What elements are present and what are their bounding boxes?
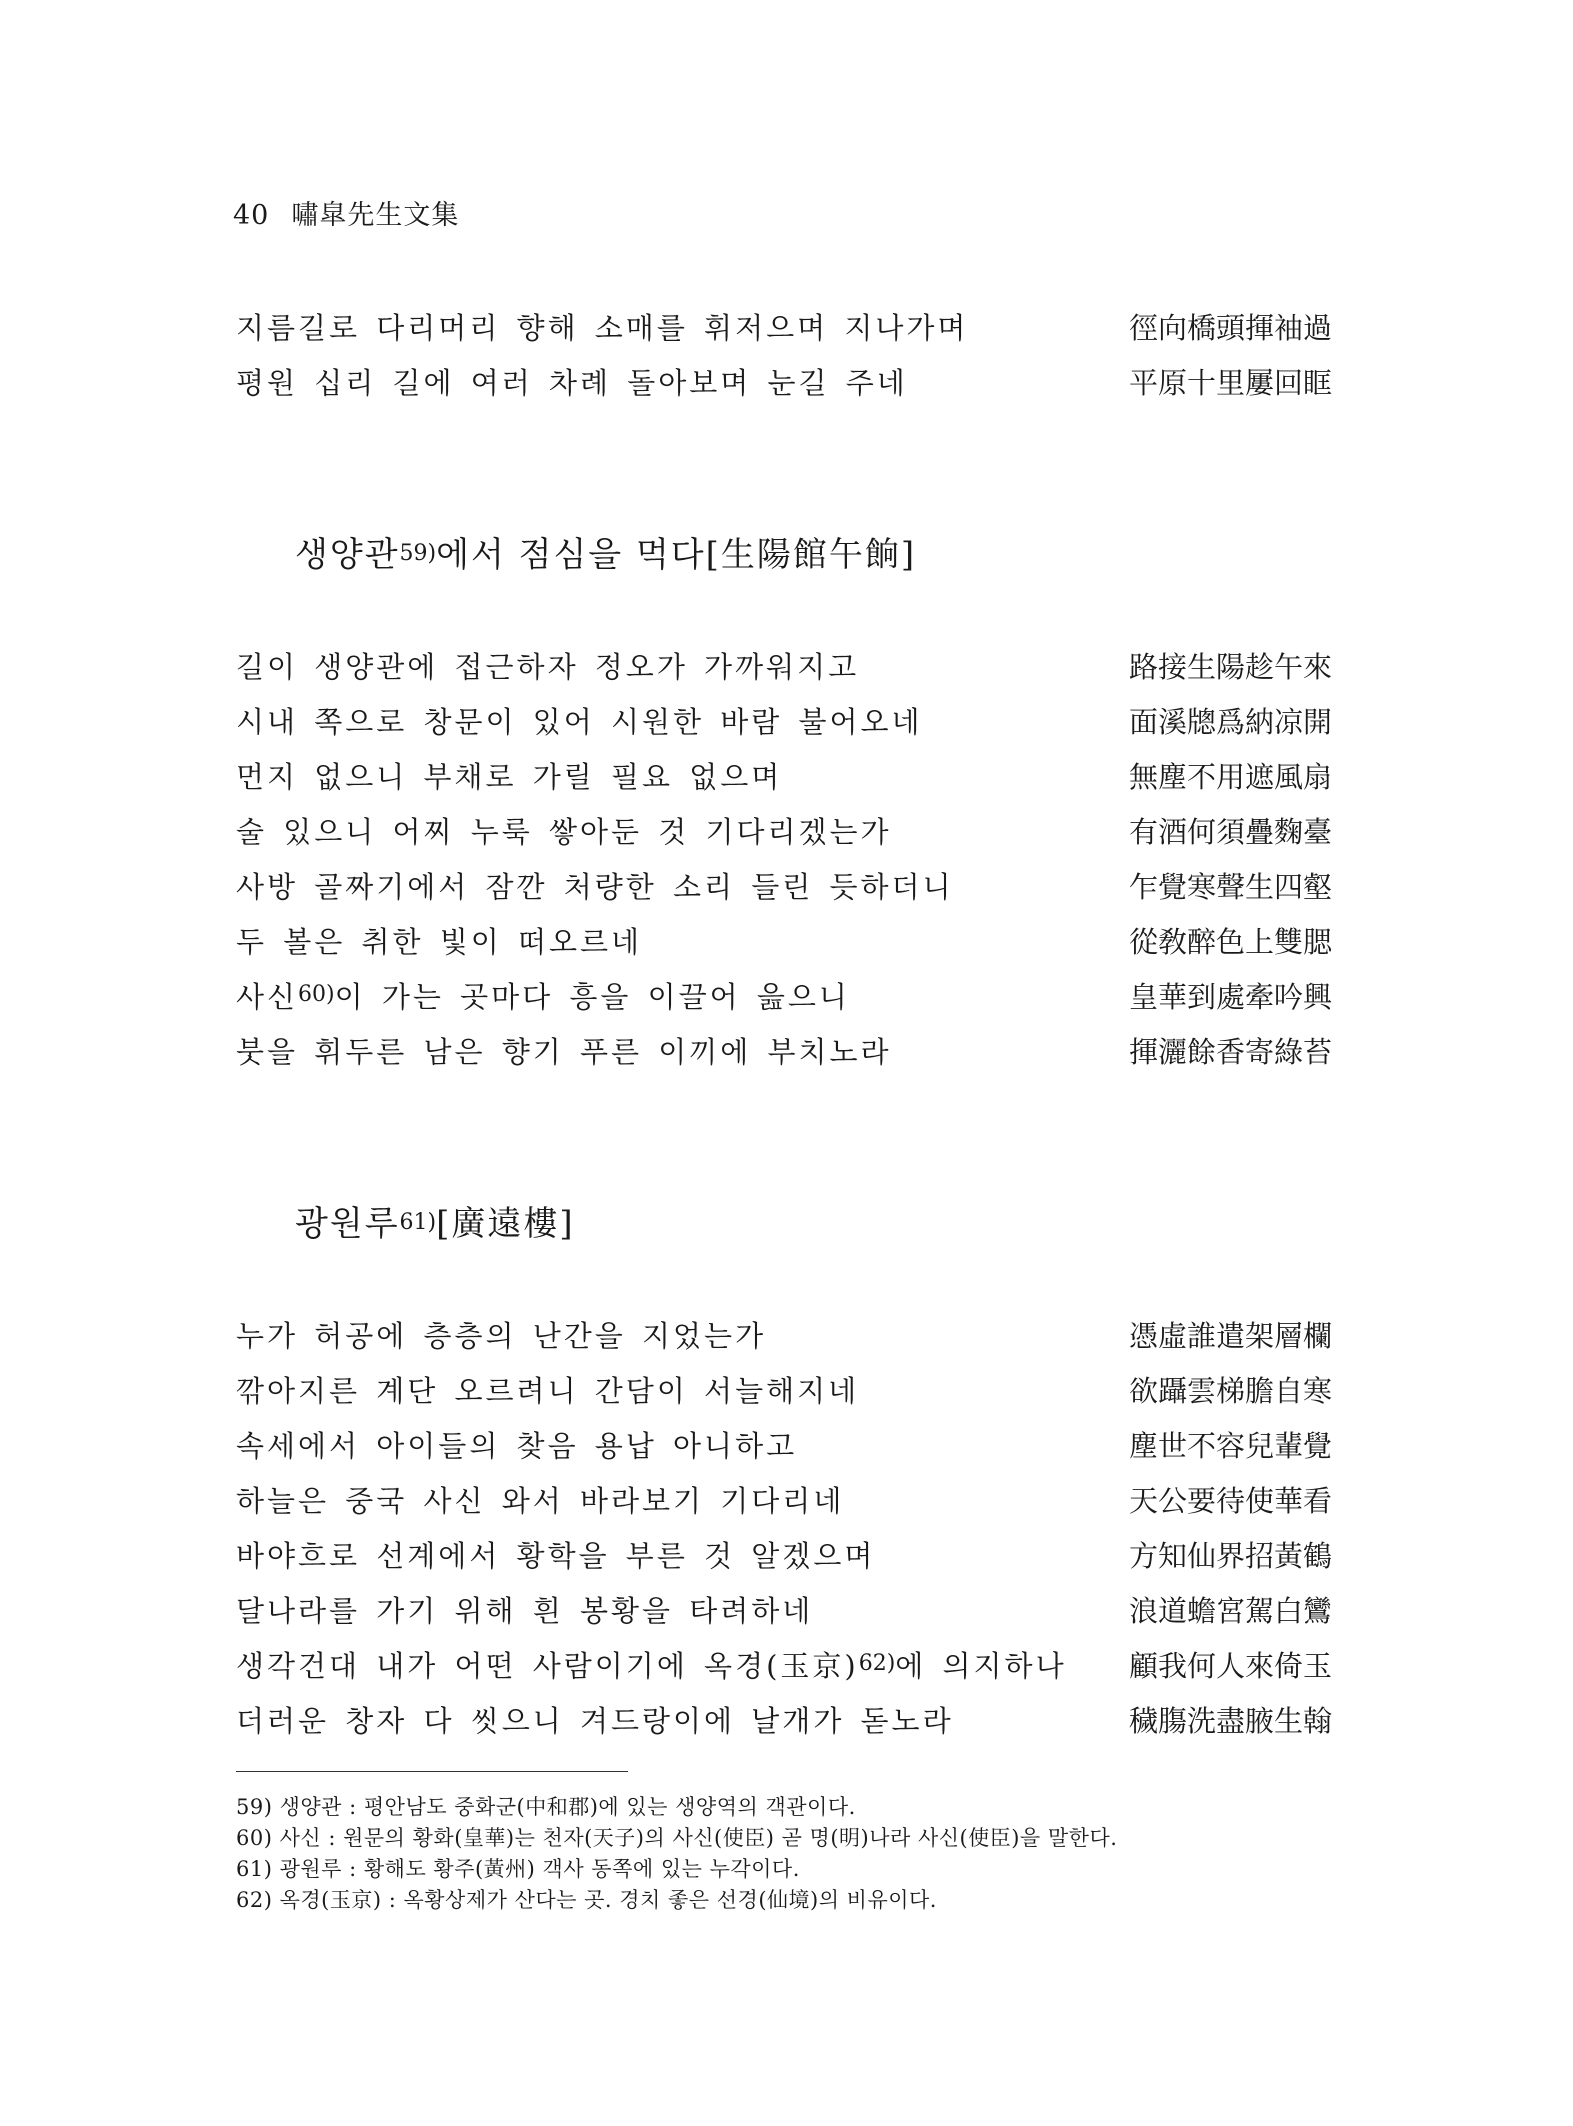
verse-text: 사신 xyxy=(236,980,299,1014)
poem-line xyxy=(236,1030,1332,1085)
poem-line xyxy=(236,1589,1332,1644)
poem-line xyxy=(236,361,1332,416)
chinese-verse: 浪道蟾宮駕白鸞 xyxy=(1128,1594,1332,1628)
poem-line xyxy=(236,1479,1332,1534)
poem-line xyxy=(236,975,1332,1030)
chinese-verse: 方知仙界招黃鶴 xyxy=(1128,1539,1332,1573)
poem-line xyxy=(236,755,1332,810)
poem-line xyxy=(236,645,1332,700)
korean-verse: 달나라를 가기 위해 흰 봉황을 타려하네 xyxy=(236,1594,814,1628)
chinese-verse: 天公要待使華看 xyxy=(1128,1484,1332,1518)
korean-verse: 붓을 휘두른 남은 향기 푸른 이끼에 부치노라 xyxy=(236,1035,892,1069)
korean-verse: 더러운 창자 다 씻으니 겨드랑이에 날개가 돋노라 xyxy=(236,1704,954,1738)
korean-verse: 바야흐로 선계에서 황학을 부른 것 알겠으며 xyxy=(236,1539,876,1573)
title-text: [廣遠樓] xyxy=(436,1204,575,1244)
footnote: 60) 사신 : 원문의 황화(皇華)는 천자(天子)의 사신(使臣) 곧 명(明)나라 사신(使臣)을 말한다. xyxy=(236,1826,1118,1850)
korean-verse: 깎아지른 계단 오르려니 간담이 서늘해지네 xyxy=(236,1374,860,1408)
poem-line xyxy=(236,1424,1332,1479)
footnote-ref: 61) xyxy=(399,1210,437,1235)
korean-verse: 지름길로 다리머리 향해 소매를 휘저으며 지나가며 xyxy=(236,311,969,345)
footnote-ref: 59) xyxy=(399,541,437,566)
footnote-ref: 60) xyxy=(298,982,335,1007)
korean-verse: 두 볼은 취한 빛이 떠오르네 xyxy=(236,925,643,959)
verse-text: 생각건대 내가 어떤 사람이기에 옥경(玉京) xyxy=(236,1649,859,1683)
poem-line xyxy=(236,306,1332,361)
book-title: 嘯皐先生文集 xyxy=(291,200,460,231)
poem-line xyxy=(236,920,1332,975)
chinese-verse: 皇華到處牽吟興 xyxy=(1128,980,1332,1014)
korean-verse: 술 있으니 어찌 누룩 쌓아둔 것 기다리겠는가 xyxy=(236,815,892,849)
chinese-verse: 顧我何人來倚玉 xyxy=(1128,1649,1332,1683)
poem-line xyxy=(236,700,1332,755)
chinese-verse: 從敎醉色上雙腮 xyxy=(1128,925,1332,959)
chinese-verse: 揮灑餘香寄綠苔 xyxy=(1128,1035,1332,1069)
title-text: 생양관 xyxy=(295,535,400,575)
chinese-verse: 無塵不用遮風扇 xyxy=(1128,760,1332,794)
footnote: 61) 광원루 : 황해도 황주(黃州) 객사 동쪽에 있는 누각이다. xyxy=(236,1857,800,1881)
poem-gwangwonru xyxy=(236,1314,1332,1754)
korean-verse: 하늘은 중국 사신 와서 바라보기 기다리네 xyxy=(236,1484,845,1518)
chinese-verse: 路接生陽趁午來 xyxy=(1128,650,1332,684)
chinese-verse: 穢膓洗盡腋生翰 xyxy=(1128,1704,1332,1738)
chinese-verse: 平原十里屢回眶 xyxy=(1128,366,1332,400)
poem-continuation xyxy=(236,306,1332,416)
poem-title-saengyanggwan xyxy=(295,527,916,576)
poem-title-gwangwonru xyxy=(295,1196,575,1245)
footnote: 62) 옥경(玉京) : 옥황상제가 산다는 곳. 경치 좋은 선경(仙境)의 비유이다. xyxy=(236,1888,937,1912)
chinese-verse: 塵世不容兒輩覺 xyxy=(1128,1429,1332,1463)
footnote: 59) 생양관 : 평안남도 중화군(中和郡)에 있는 생양역의 객관이다. xyxy=(236,1795,856,1819)
page-number: 40 xyxy=(233,200,270,231)
korean-verse xyxy=(236,975,850,1016)
korean-verse: 속세에서 아이들의 찾음 용납 아니하고 xyxy=(236,1429,798,1463)
korean-verse: 평원 십리 길에 여러 차례 돌아보며 눈길 주네 xyxy=(236,366,908,400)
title-text: 광원루 xyxy=(295,1204,400,1244)
poem-line xyxy=(236,810,1332,865)
running-header xyxy=(233,193,459,232)
chinese-verse: 徑向橋頭揮袖過 xyxy=(1128,311,1332,345)
poem-line xyxy=(236,1699,1332,1754)
chinese-verse: 面溪牕爲納凉開 xyxy=(1128,705,1332,739)
korean-verse: 사방 골짜기에서 잠깐 처량한 소리 들린 듯하더니 xyxy=(236,870,954,904)
chinese-verse: 有酒何須疊麴臺 xyxy=(1128,815,1332,849)
chinese-verse: 憑虛誰遣架層欄 xyxy=(1128,1319,1332,1353)
poem-line xyxy=(236,1644,1332,1699)
chinese-verse: 欲躡雲梯膽自寒 xyxy=(1128,1374,1332,1408)
verse-text: 에 의지하나 xyxy=(895,1649,1067,1683)
poem-line xyxy=(236,1369,1332,1424)
korean-verse xyxy=(236,1644,1067,1685)
chinese-verse: 乍覺寒聲生四壑 xyxy=(1128,870,1332,904)
poem-line xyxy=(236,865,1332,920)
korean-verse: 길이 생양관에 접근하자 정오가 가까워지고 xyxy=(236,650,860,684)
korean-verse: 시내 쪽으로 창문이 있어 시원한 바람 불어오네 xyxy=(236,705,923,739)
title-text: 에서 점심을 먹다[生陽館午餉] xyxy=(436,535,917,575)
poem-line xyxy=(236,1534,1332,1589)
verse-text: 이 가는 곳마다 흥을 이끌어 읊으니 xyxy=(334,980,850,1014)
footnote-ref: 62) xyxy=(858,1651,896,1676)
korean-verse: 먼지 없으니 부채로 가릴 필요 없으며 xyxy=(236,760,783,794)
korean-verse: 누가 허공에 층층의 난간을 지었는가 xyxy=(236,1319,767,1353)
footnotes xyxy=(236,1792,1336,1916)
poem-saengyanggwan xyxy=(236,645,1332,1085)
poem-line xyxy=(236,1314,1332,1369)
footnote-divider xyxy=(236,1771,628,1772)
